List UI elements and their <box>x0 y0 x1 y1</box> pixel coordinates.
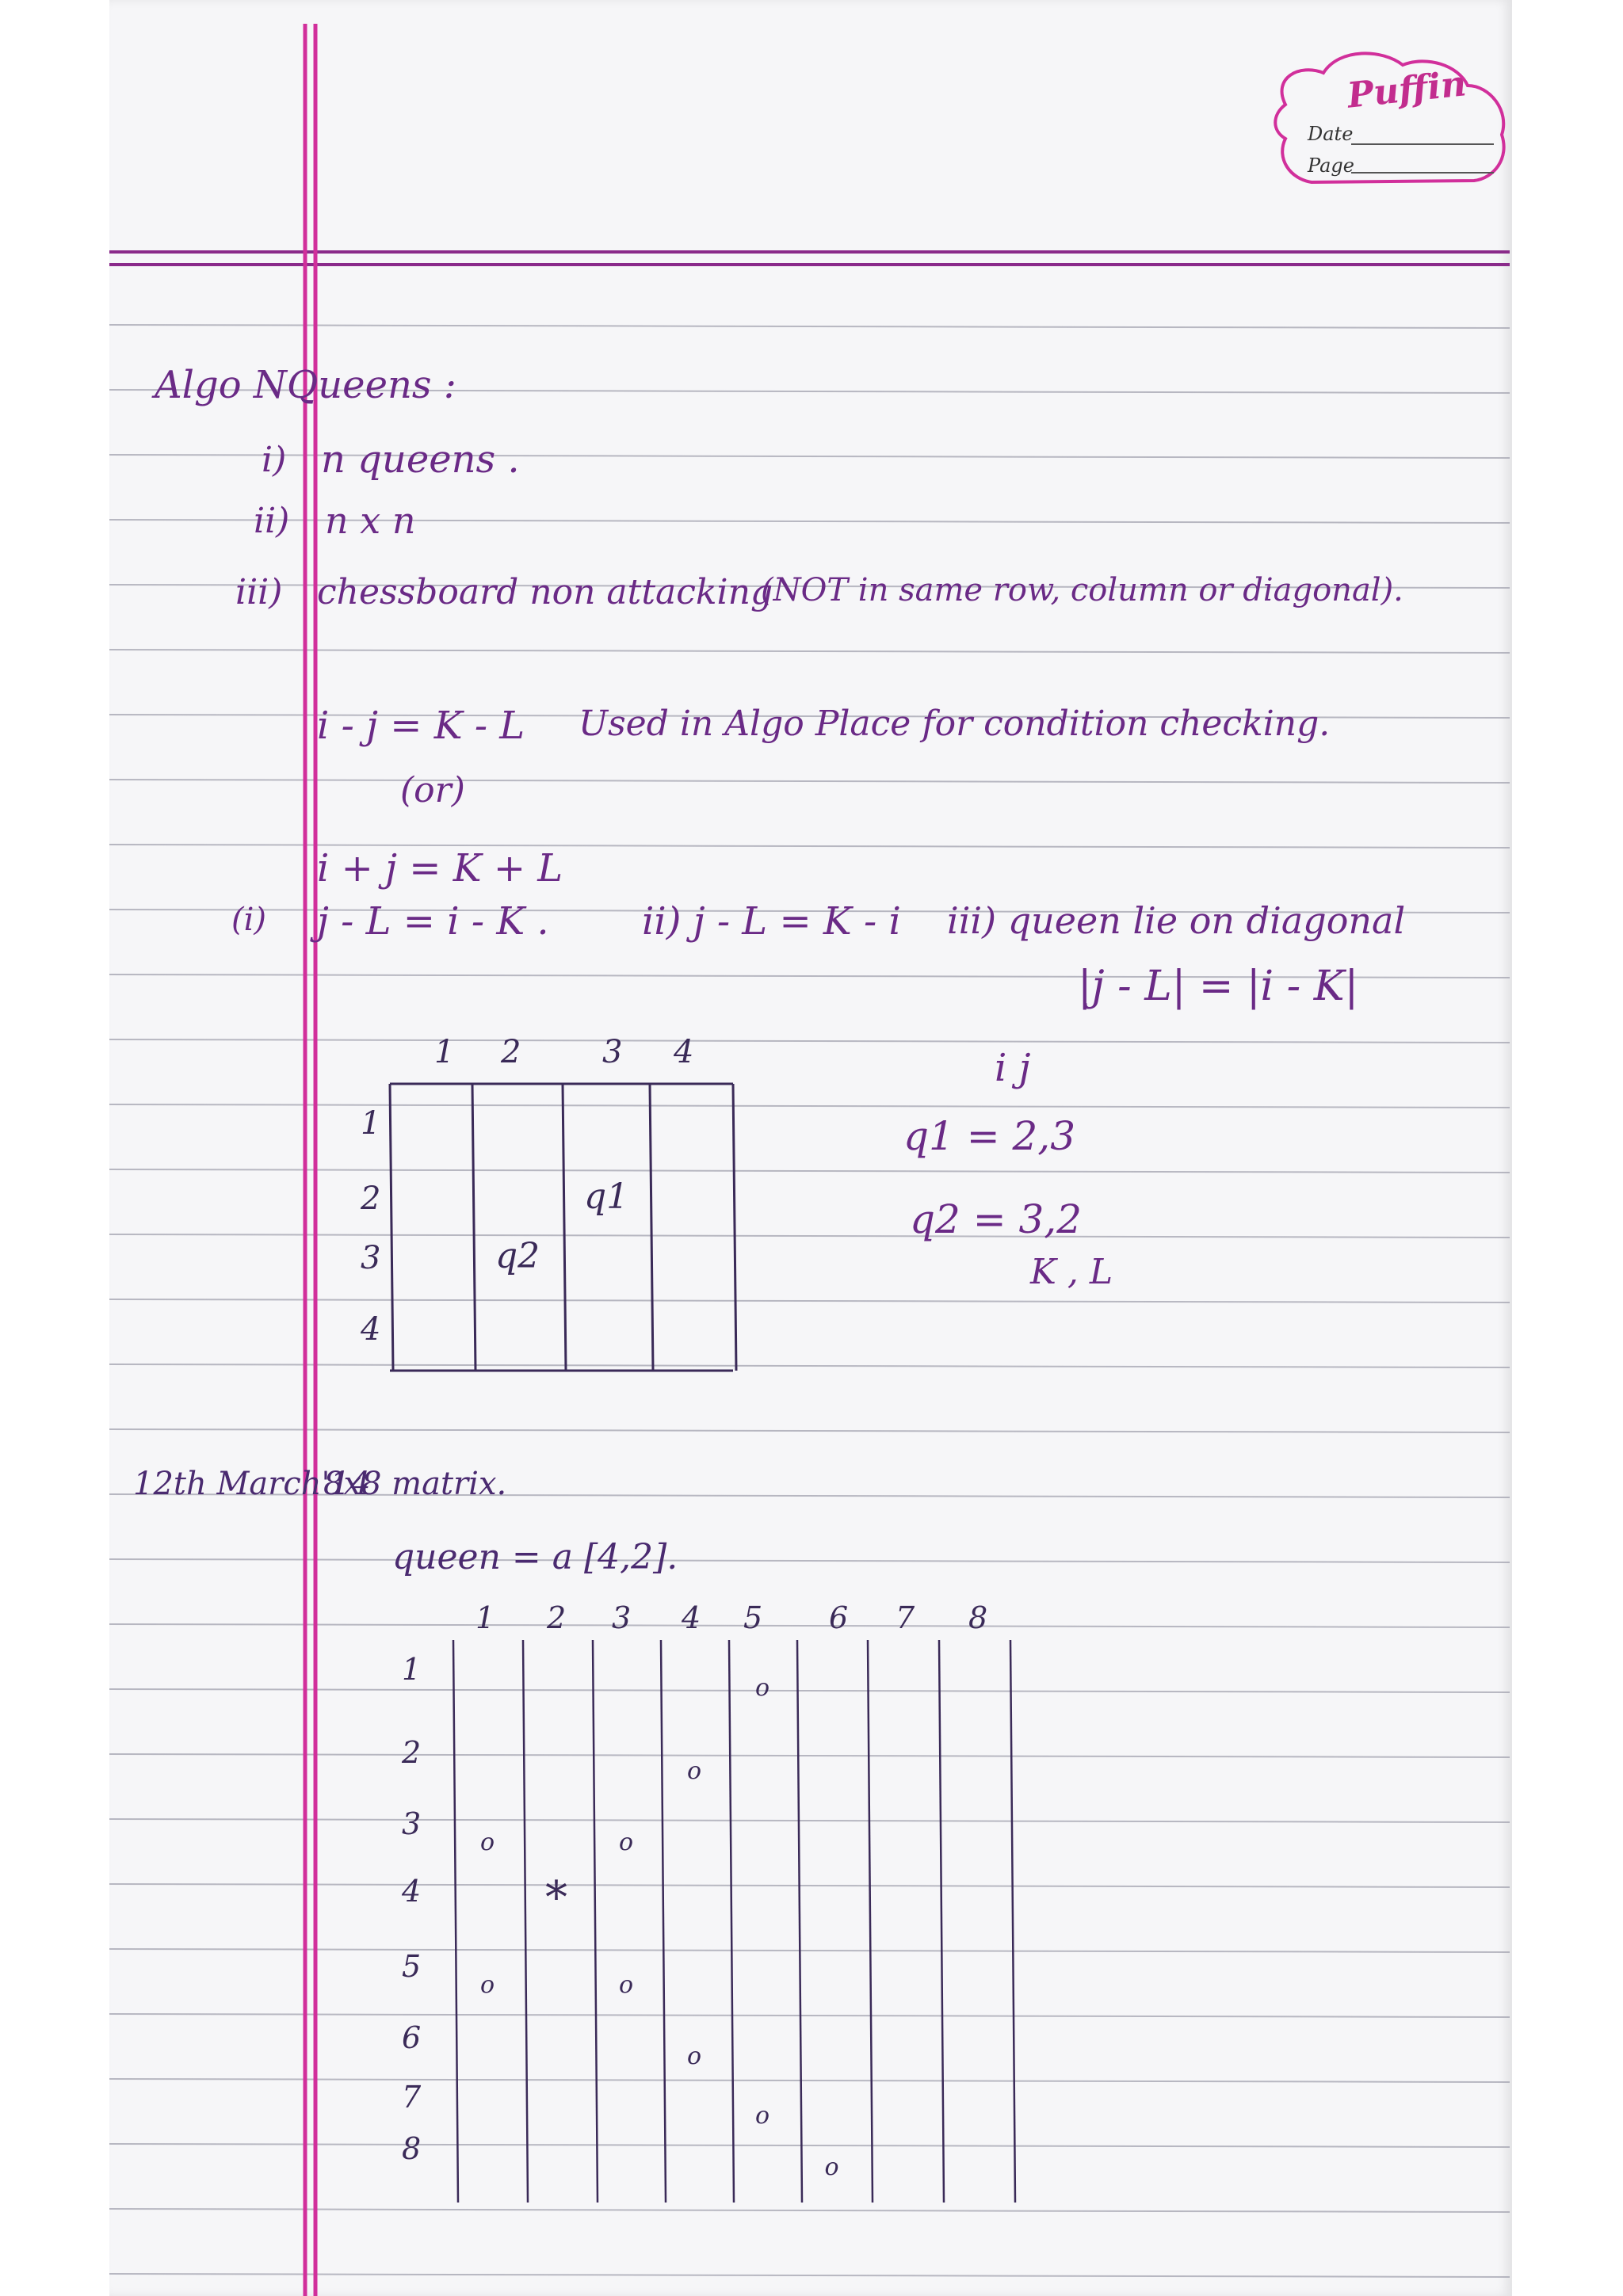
page-heading: Algo NQueens : <box>155 363 456 407</box>
ruled-line <box>109 1949 1510 1952</box>
grid-4x4 <box>390 1084 736 1371</box>
grid-8x8-attack-mark: o <box>480 1829 495 1856</box>
ruled-line <box>109 2209 1510 2212</box>
ruled-line <box>109 1429 1510 1432</box>
grid-8x8-attack-mark: o <box>480 1971 495 1999</box>
grid-8x8-attack-mark: o <box>687 2042 702 2070</box>
grid-8x8-column-line <box>453 1640 458 2203</box>
formula-case1-number: (i) <box>231 902 267 938</box>
grid-4x4-row-label: 1 <box>361 1105 381 1142</box>
grid-4x4-col-label: 3 <box>602 1034 623 1070</box>
coords-header: i j <box>995 1046 1031 1090</box>
ruled-line <box>109 1689 1510 1692</box>
page-label: Page <box>1308 154 1354 177</box>
grid-8x8-col-label: 1 <box>475 1600 495 1635</box>
ruled-line <box>109 1559 1510 1562</box>
formula-abs-eq: |j - L| = |i - K| <box>1078 963 1359 1010</box>
formula-eq2: i + j = K + L <box>317 846 563 891</box>
grid-4x4-col-label: 2 <box>501 1034 521 1070</box>
ruled-line <box>109 1819 1510 1822</box>
ruled-line <box>109 780 1510 783</box>
grid-8x8-row-label: 8 <box>402 2131 422 2166</box>
grid-8x8-row-label: 7 <box>402 2080 422 2115</box>
grid-4x4-queen-q1: q1 <box>584 1177 629 1217</box>
point-3-number: iii) <box>235 572 283 612</box>
grid-8x8-column-line <box>729 1640 734 2203</box>
grid-8x8-queen-symbol: * <box>545 1872 567 1924</box>
ruled-line <box>109 2014 1510 2017</box>
coords-q1: q1 = 2,3 <box>903 1113 1076 1159</box>
grid-8x8-attack-mark: o <box>619 1971 634 1999</box>
grid-8x8-attack-mark: o <box>824 2153 839 2181</box>
ruled-line <box>109 520 1510 523</box>
ruled-line <box>109 455 1510 458</box>
formula-case3: iii) queen lie on diagonal <box>947 899 1406 942</box>
grid-8x8-row-label: 1 <box>402 1652 422 1687</box>
grid-8x8 <box>453 1640 1015 2203</box>
grid-8x8-row-label: 6 <box>402 2020 422 2055</box>
logo-text: Puffin <box>1345 63 1468 116</box>
grid-4x4-row-label: 3 <box>361 1240 381 1276</box>
grid-4x4-column-line <box>563 1084 566 1371</box>
ruled-line <box>109 325 1510 328</box>
ruled-line <box>109 2079 1510 2082</box>
grid-4x4-col-label: 1 <box>434 1034 455 1070</box>
point-2-number: ii) <box>254 501 290 541</box>
formula-case2: ii) j - L = K - i <box>642 899 901 944</box>
grid-8x8-attack-mark: o <box>755 1674 770 1702</box>
grid-8x8-column-line <box>797 1640 802 2203</box>
ruled-line <box>109 1039 1510 1043</box>
formula-eq1-note: Used in Algo Place for condition checking. <box>579 704 1331 744</box>
ruled-line <box>109 2274 1510 2277</box>
grid-8x8-col-label: 5 <box>743 1600 763 1635</box>
grid-8x8-col-label: 6 <box>829 1600 849 1635</box>
grid-8x8-column-line <box>1010 1640 1015 2203</box>
queen-line: queen = a [4,2]. <box>392 1537 678 1577</box>
point-3-note: (NOT in same row, column or diagonal). <box>761 572 1403 608</box>
grid-8x8-attack-mark: o <box>755 2102 770 2130</box>
ruled-line <box>109 1169 1510 1173</box>
coords-footer: K , L <box>1030 1252 1113 1292</box>
grid-4x4-queen-q2: q2 <box>495 1236 540 1276</box>
grid-8x8-row-label: 5 <box>402 1949 422 1984</box>
grid-8x8-col-label: 2 <box>547 1600 567 1635</box>
grid-8x8-col-label: 3 <box>612 1600 632 1635</box>
grid-4x4-column-line <box>472 1084 475 1371</box>
grid-8x8-column-line <box>661 1640 666 2203</box>
grid-4x4-col-label: 4 <box>674 1034 694 1070</box>
point-2-text: n x n <box>325 499 416 542</box>
grid-8x8-column-line <box>939 1640 944 2203</box>
ruled-line <box>109 1299 1510 1302</box>
grid-8x8-col-label: 4 <box>682 1600 701 1635</box>
grid-8x8-row-label: 4 <box>402 1874 422 1909</box>
ruled-line <box>109 1234 1510 1238</box>
date-note-title: 8x8 matrix. <box>323 1466 507 1502</box>
formula-case1: j - L = i - K . <box>317 899 549 944</box>
ruled-line <box>109 1104 1510 1108</box>
grid-8x8-row-label: 3 <box>402 1806 422 1841</box>
ruled-line <box>109 1624 1510 1627</box>
grid-4x4-column-line <box>390 1084 393 1371</box>
ruled-line <box>109 1364 1510 1367</box>
point-3-text: chessboard non attacking <box>317 572 773 612</box>
grid-8x8-column-line <box>593 1640 598 2203</box>
point-1-number: i) <box>262 440 287 480</box>
date-label: Date <box>1308 123 1354 145</box>
formula-or: (or) <box>400 770 465 810</box>
point-1-text: n queens . <box>321 437 520 482</box>
formula-eq1: i - j = K - L <box>317 704 525 748</box>
grid-4x4-column-line <box>650 1084 653 1371</box>
grid-8x8-col-label: 7 <box>896 1600 915 1635</box>
ruled-line <box>109 1754 1510 1757</box>
coords-q2: q2 = 3,2 <box>910 1196 1083 1242</box>
grid-8x8-column-line <box>868 1640 873 2203</box>
grid-4x4-column-line <box>733 1084 736 1371</box>
ruled-line <box>109 2144 1510 2147</box>
ruled-line <box>109 650 1510 653</box>
grid-4x4-row-label: 2 <box>361 1180 381 1217</box>
grid-8x8-row-label: 2 <box>402 1735 422 1770</box>
grid-8x8-attack-mark: o <box>687 1757 702 1785</box>
grid-8x8-attack-mark: o <box>619 1829 634 1856</box>
date-note: 12th March'14 <box>133 1466 371 1502</box>
grid-8x8-column-line <box>523 1640 528 2203</box>
ruled-line <box>109 1884 1510 1887</box>
grid-8x8-col-label: 8 <box>968 1600 988 1635</box>
grid-4x4-row-label: 4 <box>361 1311 381 1348</box>
